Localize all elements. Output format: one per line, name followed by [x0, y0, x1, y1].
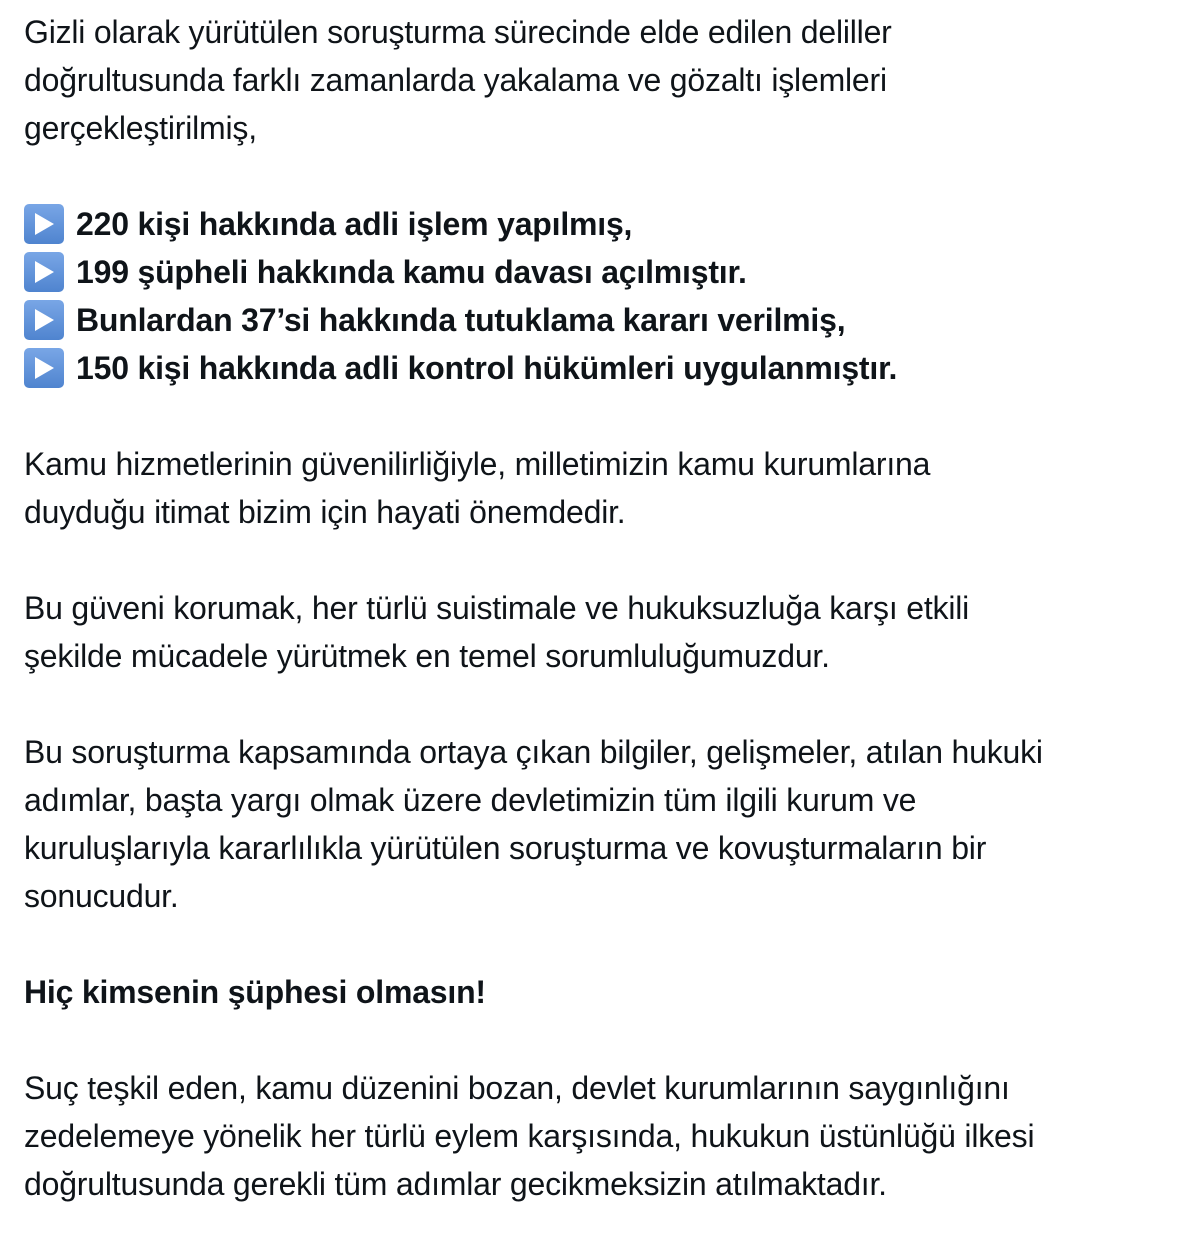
spacer — [24, 392, 1164, 440]
play-button-icon — [24, 204, 64, 244]
spacer — [24, 536, 1164, 584]
trust-paragraph: Kamu hizmetlerinin güvenilirliğiyle, milletimizin kamu kurumlarına duyduğu itimat bizim için hayati önemdedir. — [24, 446, 931, 530]
play-button-icon — [24, 300, 64, 340]
protect-paragraph: Bu güveni korumak, her türlü suistimale ve hukuksuzluğa karşı etkili şekilde mücadele yürütmek en temel sorumluluğumuzdur. — [24, 590, 970, 674]
spacer — [24, 920, 1164, 968]
list-item — [24, 296, 1164, 344]
list-item-text: Bunlardan 37’si hakkında tutuklama kararı verilmiş, — [76, 302, 846, 338]
statistics-list — [24, 200, 1164, 392]
list-item — [24, 248, 1164, 296]
play-button-icon — [24, 252, 64, 292]
list-item — [24, 344, 1164, 392]
list-item-text: 150 kişi hakkında adli kontrol hükümleri uygulanmıştır. — [76, 350, 898, 386]
list-item — [24, 200, 1164, 248]
play-button-icon — [24, 348, 64, 388]
spacer — [24, 680, 1164, 728]
post-text — [24, 8, 1164, 1208]
closing-paragraph: Suç teşkil eden, kamu düzenini bozan, devlet kurumlarının saygınlığını zedelemeye yönelik her türlü eylem karşısında, hukukun üstünlüğü ilkesi doğrultusunda gerekli tüm adımlar gecikmeksizin atılmaktadır. — [24, 1070, 1035, 1202]
list-item-text: 199 şüpheli hakkında kamu davası açılmıştır. — [76, 254, 747, 290]
intro-paragraph: Gizli olarak yürütülen soruşturma sürecinde elde edilen deliller doğrultusunda farklı zamanlarda yakalama ve gözaltı işlemleri gerçekleştirilmiş, — [24, 14, 892, 146]
spacer — [24, 152, 1164, 200]
investigation-paragraph: Bu soruşturma kapsamında ortaya çıkan bilgiler, gelişmeler, atılan hukuki adımlar, başta yargı olmak üzere devletimizin tüm ilgili kurum ve kuruluşlarıyla kararlılıkla yürütülen soruşturma ve kovuşturmaların bir sonucudur. — [24, 734, 1043, 914]
list-item-text: 220 kişi hakkında adli işlem yapılmış, — [76, 206, 633, 242]
emphasis-paragraph: Hiç kimsenin şüphesi olmasın! — [24, 974, 486, 1010]
spacer — [24, 1016, 1164, 1064]
